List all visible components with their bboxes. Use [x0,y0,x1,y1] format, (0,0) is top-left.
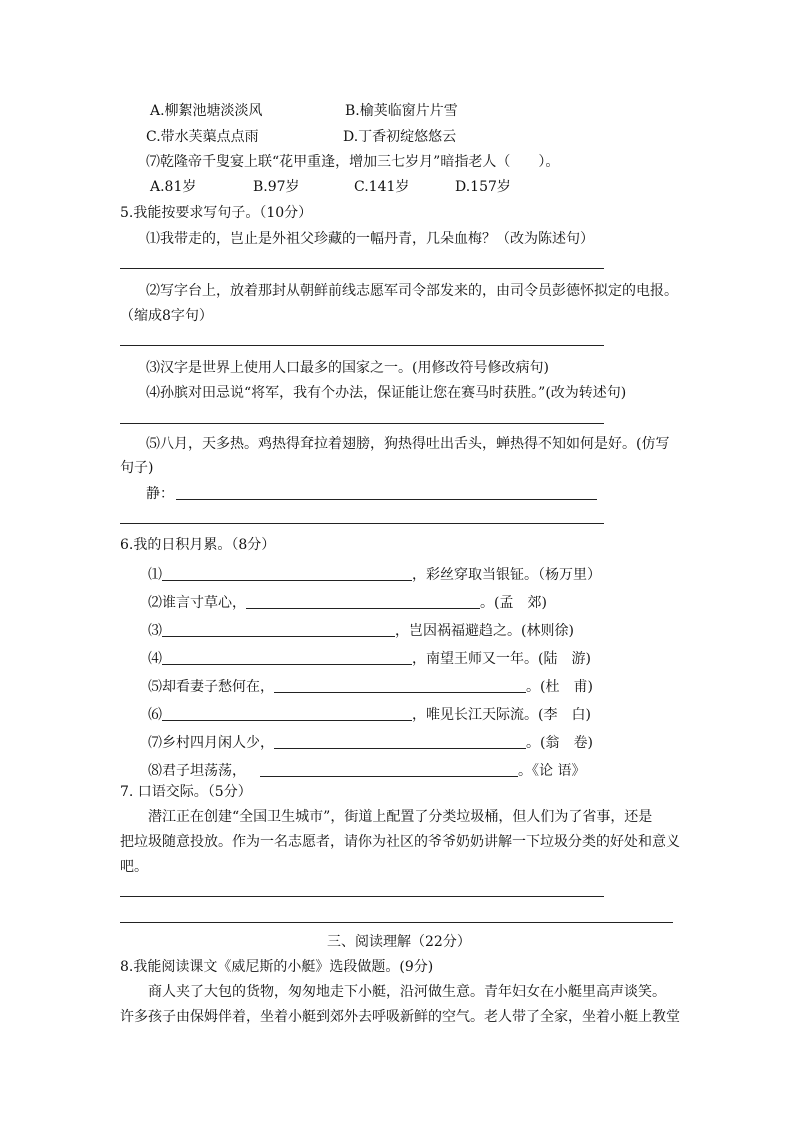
q7-title: 7. 口语交际。（5分） [120,784,252,800]
q6-item-8-pre: ⑻君子坦荡荡， [148,763,246,779]
q5-s5-answer-line-2[interactable] [120,523,604,524]
q4-option-a: A.柳絮池塘淡淡风 [150,103,263,119]
q6-title: 6.我的日积月累。（8分） [120,537,276,553]
q4-option-c: C.带水芙蕖点点雨 [146,129,259,145]
q8-passage-line2: 许多孩子由保姆伴着，坐着小艇到郊外去呼吸新鲜的空气。老人带了全家，坐着小艇上教堂 [120,1009,680,1025]
q5-s5-line1: ⑸八月，天多热。鸡热得耷拉着翅膀，狗热得吐出舌头，蝉热得不知如何是好。(仿写 [146,436,670,452]
q4-option-b: B.榆荚临窗片片雪 [345,103,458,119]
q6-item-2-blank[interactable] [246,594,480,609]
q5-s3: ⑶汉字是世界上使用人口最多的国家之一。(用修改符号修改病句) [146,360,549,376]
q5-s4-answer-line[interactable] [120,423,604,424]
q6-item-3-pre: ⑶ [148,623,162,639]
q6-item-8-blank[interactable] [260,762,518,777]
q4-sub7-prompt: ⑺乾隆帝千叟宴上联“花甲重逢，增加三七岁月”暗指老人（ ）。 [146,154,560,170]
q5-s2-answer-line[interactable] [120,345,604,346]
q4-sub7-choice-c: C.141岁 [354,179,410,195]
q6-item-4-pre: ⑷ [148,651,162,667]
q5-s1-answer-line[interactable] [120,268,604,269]
q6-item-3 [148,622,574,638]
q8-passage-line1: 商人夹了大包的货物，匆匆地走下小艇，沿河做生意。青年妇女在小艇里高声谈笑。 [148,984,666,1000]
q6-item-1-blank[interactable] [162,566,412,581]
q5-s2-line1: ⑵写字台上，放着那封从朝鲜前线志愿军司令部发来的，由司令员彭德怀拟定的电报。 [146,283,678,299]
q4-option-d: D.丁香初绽悠悠云 [343,129,457,145]
q6-item-7-post: 。(翁 卷) [526,735,593,751]
q6-item-2-pre: ⑵谁言寸草心， [148,595,246,611]
q6-item-5 [148,678,593,694]
q6-item-7 [148,734,593,750]
q6-item-7-pre: ⑺乡村四月闲人少， [148,735,274,751]
q7-line3: 吧。 [120,859,148,875]
q4-sub7-choice-b: B.97岁 [253,179,300,195]
q6-item-5-blank[interactable] [274,678,526,693]
q6-item-1 [148,566,601,582]
q8-title: 8.我能阅读课文《威尼斯的小艇》选段做题。(9分) [120,959,434,975]
q6-item-4 [148,650,591,666]
q5-s2-line2: （缩成8字句） [120,308,213,324]
q5-s5-answer-line-1[interactable] [176,499,597,500]
q7-answer-line-1[interactable] [120,896,604,897]
q6-item-5-post: 。(杜 甫) [526,679,593,695]
q6-item-3-blank[interactable] [162,622,395,637]
q6-item-1-pre: ⑴ [148,567,162,583]
q7-line1: 潜江正在创建“全国卫生城市”，街道上配置了分类垃圾桶，但人们为了省事，还是 [148,809,653,825]
q6-item-6 [148,706,591,722]
q4-sub7-choice-a: A.81岁 [150,179,197,195]
q6-item-5-pre: ⑸却看妻子愁何在， [148,679,274,695]
q6-item-6-pre: ⑹ [148,707,162,723]
q5-s5-label: 静： [146,486,174,502]
q5-s1: ⑴我带走的，岂止是外祖父珍藏的一幅丹青，几朵血梅？（改为陈述句） [146,231,594,247]
q6-item-6-blank[interactable] [162,706,412,721]
q6-item-1-post: ，彩丝穿取当银钲。（杨万里） [412,567,601,583]
q6-item-6-post: ，唯见长江天际流。(李 白) [412,707,591,723]
q6-item-2 [148,594,547,610]
q5-s4: ⑷孙膑对田忌说“将军，我有个办法，保证能让您在赛马时获胜。”(改为转述句) [146,385,627,401]
section3-title: 三、阅读理解（22分） [327,934,471,950]
q6-item-8-post: 。《论 语》 [518,763,586,779]
q6-item-8 [148,762,585,778]
q7-line2: 把垃圾随意投放。作为一名志愿者，请你为社区的爷爷奶奶讲解一下垃圾分类的好处和意义 [120,834,680,850]
q6-item-4-post: ，南望王师又一年。(陆 游) [412,651,591,667]
q7-answer-line-2[interactable] [120,922,673,923]
q6-item-3-post: ，岂因祸福避趋之。(林则徐) [395,623,574,639]
q6-item-7-blank[interactable] [274,734,526,749]
q6-item-2-post: 。(孟 郊) [480,595,547,611]
q5-s5-line2: 句子) [120,460,154,476]
q5-title: 5.我能按要求写句子。（10分） [120,205,313,221]
q4-sub7-choice-d: D.157岁 [455,179,511,195]
q6-item-4-blank[interactable] [162,650,412,665]
